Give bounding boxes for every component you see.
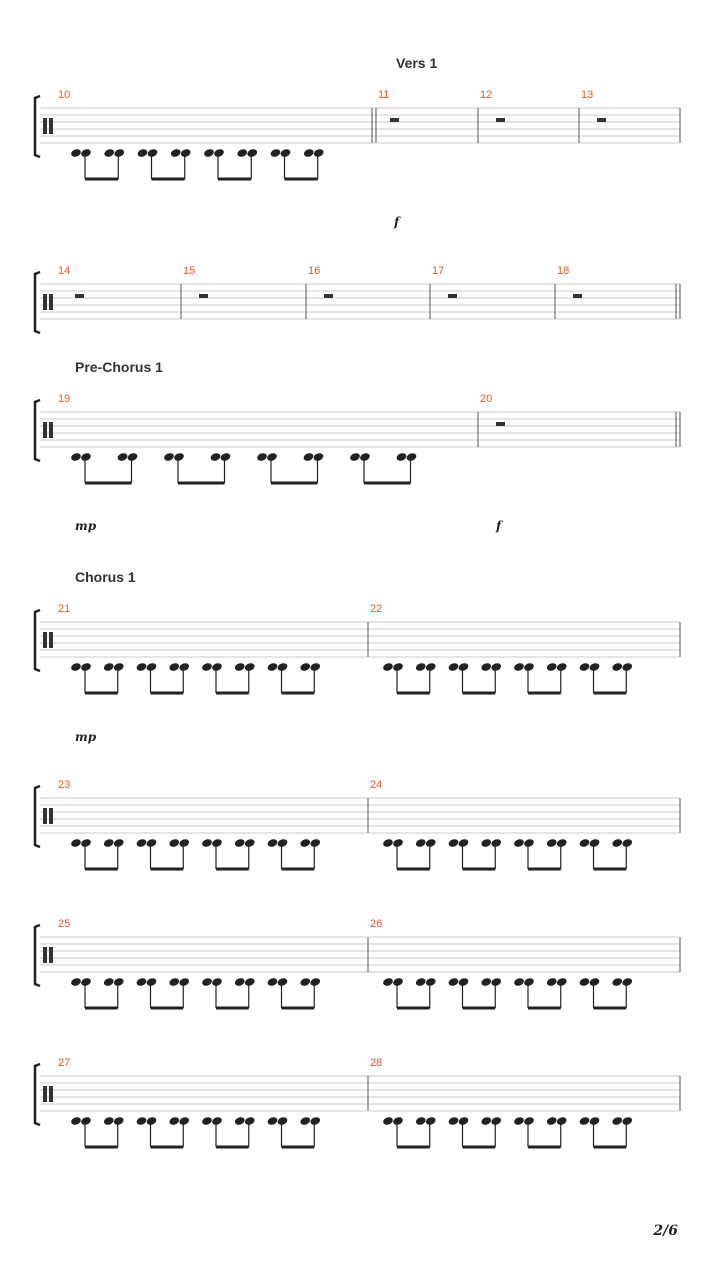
note-head [244,1116,256,1126]
note-head [621,662,633,672]
measure-number: 22 [370,603,383,615]
note-beam [85,1146,118,1149]
percussion-clef-icon [43,422,47,438]
note-head [80,977,92,987]
note-beam [152,178,185,181]
note-beam [528,1007,561,1010]
note-head [146,977,158,987]
note-head [80,662,92,672]
note-beam [85,1007,118,1010]
measure-number: 11 [378,89,390,101]
note-head [556,662,568,672]
note-head [103,148,115,158]
note-beam [463,1146,496,1149]
note-head [168,838,180,848]
dynamic-marking: mp [75,519,97,533]
note-head [546,1116,558,1126]
note-head [382,838,394,848]
note-head [113,977,125,987]
note-head [236,148,248,158]
measure-number: 15 [183,265,196,277]
note-head [220,452,232,462]
staff-system [35,918,680,1010]
note-head [270,148,282,158]
note-head [425,1116,437,1126]
note-head [546,977,558,987]
note-head [256,452,268,462]
note-head [579,838,591,848]
note-head [448,662,460,672]
note-head [523,838,535,848]
note-beam [594,1146,627,1149]
note-head [80,838,92,848]
note-head [103,977,115,987]
note-head [234,1116,246,1126]
note-beam [463,1007,496,1010]
note-head [244,977,256,987]
measure-number: 12 [480,89,493,101]
note-head [556,1116,568,1126]
note-beam [216,692,249,695]
note-head [147,148,159,158]
note-head [211,662,223,672]
measure-number: 20 [480,393,493,405]
note-head [392,662,404,672]
percussion-clef-icon [49,947,53,963]
note-head [137,148,149,158]
note-beam [282,1146,315,1149]
note-beam [594,692,627,695]
note-head [382,1116,394,1126]
staff-system [35,603,680,744]
note-head [234,977,246,987]
note-head [392,1116,404,1126]
note-head [313,452,325,462]
note-head [513,977,525,987]
note-head [277,662,289,672]
note-head [70,838,82,848]
note-beam [178,482,225,485]
half-rest-icon [75,294,84,298]
note-head [201,1116,213,1126]
note-beam [528,1146,561,1149]
note-head [70,977,82,987]
note-head [406,452,418,462]
note-beam [151,868,184,871]
note-head [309,977,321,987]
note-head [579,662,591,672]
half-rest-icon [597,118,606,122]
note-head [621,977,633,987]
section-label-chorus-1: Chorus 1 [75,569,136,585]
note-head [113,662,125,672]
note-head [303,452,315,462]
note-beam [528,868,561,871]
note-head [458,1116,470,1126]
note-beam [285,178,318,181]
note-head [556,838,568,848]
measure-number: 17 [432,265,445,277]
system-bracket [35,786,40,847]
note-head [178,1116,190,1126]
note-head [589,662,601,672]
note-head [266,452,278,462]
percussion-clef-icon [49,808,53,824]
note-beam [397,1146,430,1149]
note-head [70,1116,82,1126]
system-bracket [35,610,40,671]
note-head [234,662,246,672]
note-head [309,838,321,848]
note-head [415,838,427,848]
system-bracket [35,925,40,986]
note-head [70,452,82,462]
staff-systems [35,89,680,1149]
note-head [480,1116,492,1126]
note-head [313,148,325,158]
note-head [213,148,225,158]
note-head [546,662,558,672]
note-head [513,662,525,672]
staff-system [35,1057,680,1149]
measure-number: 25 [58,918,71,930]
note-head [458,838,470,848]
percussion-clef-icon [49,118,53,134]
note-head [211,838,223,848]
note-head [180,148,192,158]
note-head [611,1116,623,1126]
note-beam [151,1007,184,1010]
note-beam [397,868,430,871]
staff-system [35,89,680,229]
note-head [448,838,460,848]
note-head [523,1116,535,1126]
note-head [136,1116,148,1126]
half-rest-icon [448,294,457,298]
dynamic-marking: f [496,519,502,533]
note-head [480,977,492,987]
note-beam [528,692,561,695]
note-head [546,838,558,848]
note-head [211,977,223,987]
note-head [117,452,129,462]
note-head [299,977,311,987]
note-head [303,148,315,158]
note-head [579,1116,591,1126]
note-beam [216,1146,249,1149]
note-beam [151,692,184,695]
percussion-clef-icon [49,294,53,310]
note-head [170,148,182,158]
note-head [556,977,568,987]
note-head [448,977,460,987]
note-head [201,977,213,987]
half-rest-icon [496,422,505,426]
note-head [415,977,427,987]
note-beam [85,178,118,181]
note-head [127,452,139,462]
note-head [621,838,633,848]
half-rest-icon [390,118,399,122]
note-head [309,662,321,672]
note-head [168,977,180,987]
half-rest-icon [573,294,582,298]
note-head [415,662,427,672]
note-head [136,838,148,848]
note-head [480,838,492,848]
note-head [396,452,408,462]
percussion-clef-icon [43,947,47,963]
note-head [277,1116,289,1126]
note-head [70,662,82,672]
note-head [448,1116,460,1126]
note-head [382,662,394,672]
note-head [299,662,311,672]
note-head [425,977,437,987]
note-head [458,977,470,987]
note-head [146,838,158,848]
section-labels [75,55,437,585]
staff-system [35,779,680,871]
note-head [621,1116,633,1126]
percussion-clef-icon [49,1086,53,1102]
note-head [523,662,535,672]
note-beam [216,1007,249,1010]
note-head [203,148,215,158]
note-head [173,452,185,462]
note-head [163,452,175,462]
note-beam [85,482,132,485]
note-head [589,1116,601,1126]
note-head [513,838,525,848]
note-head [392,838,404,848]
measure-number: 14 [58,265,71,277]
note-head [589,977,601,987]
percussion-clef-icon [43,294,47,310]
note-head [103,1116,115,1126]
half-rest-icon [324,294,333,298]
percussion-clef-icon [49,422,53,438]
note-beam [151,1146,184,1149]
note-beam [397,1007,430,1010]
note-head [210,452,222,462]
measure-number: 23 [58,779,71,791]
note-head [136,977,148,987]
note-beam [463,868,496,871]
section-label-pre-chorus-1: Pre-Chorus 1 [75,359,163,375]
measure-number: 28 [370,1057,383,1069]
note-beam [364,482,411,485]
note-head [490,1116,502,1126]
measure-number: 19 [58,393,71,405]
staff-system [35,393,680,533]
note-head [103,838,115,848]
note-head [349,452,361,462]
note-head [392,977,404,987]
measure-number: 24 [370,779,383,791]
note-head [490,662,502,672]
note-head [70,148,82,158]
note-head [80,1116,92,1126]
note-head [178,838,190,848]
note-beam [85,868,118,871]
note-beam [216,868,249,871]
note-head [458,662,470,672]
note-head [523,977,535,987]
note-head [309,1116,321,1126]
note-head [244,662,256,672]
dynamic-marking: f [394,215,400,229]
note-head [589,838,601,848]
note-head [480,662,492,672]
dynamic-marking: mp [75,730,97,744]
note-head [103,662,115,672]
note-beam [282,868,315,871]
note-beam [282,1007,315,1010]
percussion-clef-icon [43,1086,47,1102]
system-bracket [35,272,40,333]
system-bracket [35,96,40,157]
note-head [490,838,502,848]
note-beam [397,692,430,695]
note-head [168,1116,180,1126]
percussion-clef-icon [43,808,47,824]
note-head [80,452,92,462]
note-head [246,148,258,158]
note-beam [85,692,118,695]
note-head [425,662,437,672]
note-head [146,662,158,672]
percussion-clef-icon [43,632,47,648]
note-beam [218,178,251,181]
note-head [299,1116,311,1126]
percussion-clef-icon [49,632,53,648]
note-head [201,662,213,672]
note-head [234,838,246,848]
note-head [382,977,394,987]
note-head [280,148,292,158]
measure-number: 27 [58,1057,71,1069]
measure-number: 26 [370,918,383,930]
note-head [267,977,279,987]
note-head [490,977,502,987]
note-head [359,452,371,462]
section-label-vers-1: Vers 1 [396,55,438,71]
note-head [80,148,92,158]
note-head [277,838,289,848]
measure-number: 16 [308,265,321,277]
note-head [244,838,256,848]
note-head [211,1116,223,1126]
note-head [415,1116,427,1126]
note-head [113,838,125,848]
note-head [611,662,623,672]
half-rest-icon [496,118,505,122]
note-head [136,662,148,672]
percussion-clef-icon [43,118,47,134]
note-beam [463,692,496,695]
note-head [113,1116,125,1126]
measure-number: 18 [557,265,570,277]
measure-number: 10 [58,89,71,101]
note-head [611,838,623,848]
note-head [178,662,190,672]
note-beam [271,482,318,485]
note-head [513,1116,525,1126]
system-bracket [35,400,40,461]
staff-system [35,265,680,333]
note-head [299,838,311,848]
note-head [267,838,279,848]
note-head [146,1116,158,1126]
note-head [425,838,437,848]
note-head [267,662,279,672]
measure-number: 21 [58,603,71,615]
note-head [113,148,125,158]
note-head [277,977,289,987]
page-number: 2/6 [653,1223,678,1239]
note-beam [594,868,627,871]
note-head [579,977,591,987]
note-head [178,977,190,987]
note-head [168,662,180,672]
note-beam [594,1007,627,1010]
note-beam [282,692,315,695]
measure-number: 13 [581,89,594,101]
note-head [267,1116,279,1126]
half-rest-icon [199,294,208,298]
system-bracket [35,1064,40,1125]
note-head [611,977,623,987]
note-head [201,838,213,848]
